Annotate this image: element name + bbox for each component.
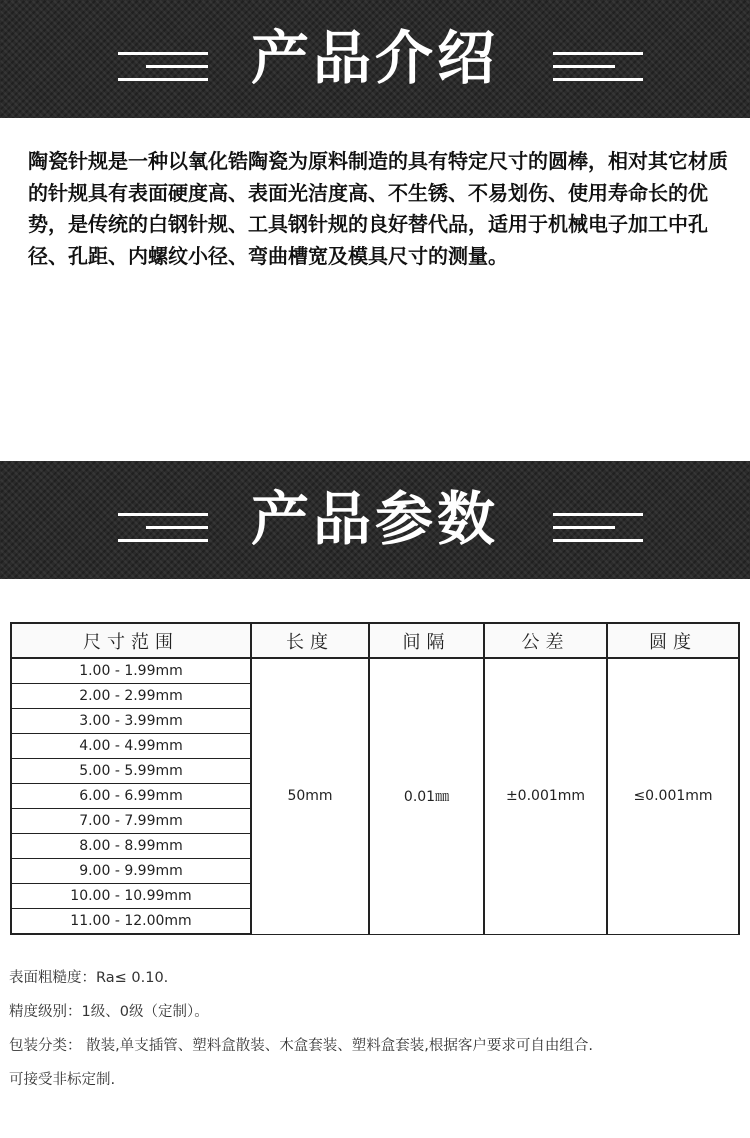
size-range-cell: 10.00 - 10.99mm [11, 884, 251, 909]
size-range-cell: 5.00 - 5.99mm [11, 759, 251, 784]
spec-table [10, 622, 740, 935]
header-size-range: 尺寸范围 [11, 623, 251, 658]
size-range-cell: 2.00 - 2.99mm [11, 684, 251, 709]
params-banner [0, 461, 750, 579]
size-range-cell: 4.00 - 4.99mm [11, 734, 251, 759]
note-roughness: 表面粗糙度：Ra≤ 0.10. [9, 970, 169, 986]
header-interval: 间隔 [369, 623, 484, 658]
size-range-cell: 6.00 - 6.99mm [11, 784, 251, 809]
size-range-cell: 7.00 - 7.99mm [11, 809, 251, 834]
decor-lines-right [553, 513, 643, 543]
decor-lines-right [553, 52, 643, 82]
size-range-cell: 8.00 - 8.99mm [11, 834, 251, 859]
table-header-row [11, 623, 739, 658]
size-range-cell: 3.00 - 3.99mm [11, 709, 251, 734]
header-length: 长度 [251, 623, 369, 658]
table-row [11, 658, 739, 684]
size-range-cell: 1.00 - 1.99mm [11, 658, 251, 684]
note-packaging: 包装分类： 散装,单支插管、塑料盒散装、木盒套装、塑料盒套装,根据客户要求可自由组合. [9, 1038, 593, 1054]
roundness-cell: ≤0.001mm [607, 658, 739, 934]
length-cell: 50mm [251, 658, 369, 934]
intro-paragraph: 陶瓷针规是一种以氧化锆陶瓷为原料制造的具有特定尺寸的圆棒，相对其它材质的针规具有表面硬度高、表面光洁度高、不生锈、不易划伤、使用寿命长的优势，是传统的白钢针规、工具钢针规的良好替代品，适用于机械电子加工中孔径、孔距、内螺纹小径、弯曲槽宽及模具尺寸的测量。 [28, 149, 728, 268]
params-title: 产品参数 [250, 485, 499, 553]
size-range-cell: 11.00 - 12.00mm [11, 909, 251, 935]
intro-banner [0, 0, 750, 118]
header-tolerance: 公差 [484, 623, 607, 658]
size-range-cell: 9.00 - 9.99mm [11, 859, 251, 884]
intro-title: 产品介绍 [250, 24, 499, 92]
tolerance-cell: ±0.001mm [484, 658, 607, 934]
header-roundness: 圆度 [607, 623, 739, 658]
note-grade: 精度级别：1级、0级（定制）。 [9, 1004, 209, 1020]
interval-cell: 0.01㎜ [369, 658, 484, 934]
note-custom: 可接受非标定制. [9, 1072, 116, 1088]
